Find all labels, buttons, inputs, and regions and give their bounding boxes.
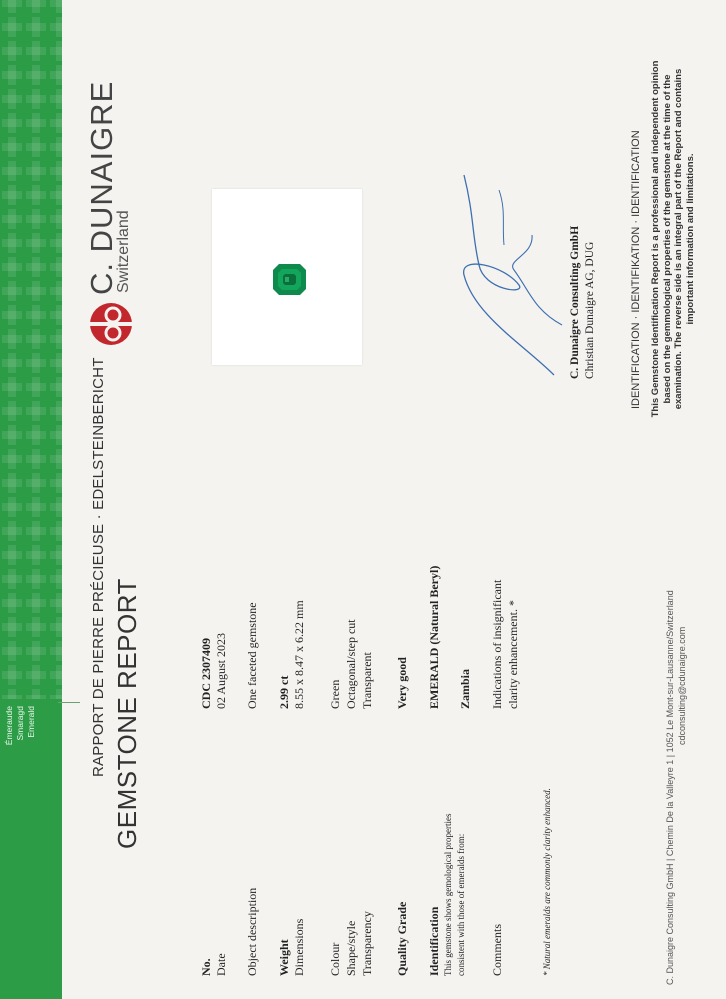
weight-value: 2.99 ct — [277, 675, 291, 709]
shape-value: Octagonal/step cut — [344, 619, 358, 709]
translations — [4, 706, 37, 766]
translation-en: Emerald — [26, 706, 36, 738]
disclaimer-line-1: This Gemstone Identification Report is a professional and independent opinion — [650, 60, 661, 418]
date-label: Date — [214, 953, 228, 976]
no-value: CDC 2307409 — [199, 638, 213, 709]
transparency-value: Transparent — [360, 652, 374, 709]
identification-value: EMERALD (Natural Beryl) — [427, 565, 441, 709]
quality-value: Very good — [395, 657, 409, 709]
brand-name: C. DUNAIGRE — [84, 80, 119, 295]
object-label: Object description — [245, 887, 259, 976]
identification-heading: IDENTIFICATION · IDENTIFIKATION · IDENTIFICATION — [630, 130, 642, 409]
brand-country: Switzerland — [115, 210, 132, 293]
band-pattern — [0, 0, 62, 999]
identification-note-1: This gemstone shows gemological properties — [443, 813, 453, 976]
transparency-label: Transparency — [360, 911, 374, 976]
translation-rule — [58, 702, 80, 703]
emerald-gem-icon — [273, 264, 306, 295]
no-label: No. — [199, 958, 213, 976]
weight-label: Weight — [277, 939, 291, 976]
comments-value-1: Indications of insignificant — [490, 579, 504, 709]
signatory — [568, 226, 598, 379]
identification-label: Identification — [427, 906, 441, 976]
cd-monogram-icon — [86, 299, 136, 349]
gem-photo — [212, 189, 362, 365]
shape-label: Shape/style — [344, 920, 358, 976]
signatory-company: C. Dunaigre Consulting GmbH — [569, 225, 581, 379]
dimensions-value: 8.55 x 8.47 x 6.22 mm — [292, 600, 306, 709]
object-value: One faceted gemstone — [245, 602, 259, 709]
disclaimer-line-4: important information and limitations. — [684, 153, 696, 325]
footer-address — [664, 590, 688, 985]
report-title: GEMSTONE REPORT — [112, 578, 142, 849]
colour-value: Green — [328, 679, 342, 709]
date-value: 02 August 2023 — [214, 632, 228, 709]
footnote: * Natural emeralds are commonly clarity enhanced. — [542, 788, 552, 976]
origin-value: Zambia — [458, 668, 472, 709]
report-subtitle: RAPPORT DE PIERRE PRÉCIEUSE · EDELSTEINBERICHT — [90, 357, 107, 777]
signatory-person: Christian Dunaigre AG, DUG — [584, 241, 596, 379]
footer-address-line-2: cdconsulting@cdunaigre.com — [677, 626, 687, 745]
disclaimer-line-3: examination. The reverse side is an integral part of the Report and contains — [673, 68, 684, 410]
footer-address-line-1: C. Dunaigre Consulting GmbH | Chemin De la Valleyre 1 | 1052 Le Mont-sur-Lausanne/Switzerland — [665, 590, 675, 985]
comments-value-2: clarity enhancement. * — [506, 600, 520, 709]
green-band — [0, 0, 62, 999]
comments-label: Comments — [490, 923, 504, 976]
disclaimer-line-2: based on the gemmological properties of the gemstone at the time of the — [661, 74, 673, 404]
translation-fr: Émeraude — [4, 706, 14, 746]
colour-label: Colour — [328, 942, 342, 976]
quality-label: Quality Grade — [395, 901, 409, 976]
dimensions-label: Dimensions — [292, 918, 306, 976]
disclaimer — [650, 0, 696, 479]
signature-image — [444, 165, 564, 385]
identification-note-2: consistent with those of emeralds from: — [456, 833, 466, 976]
translation-de: Smaragd — [15, 706, 25, 741]
